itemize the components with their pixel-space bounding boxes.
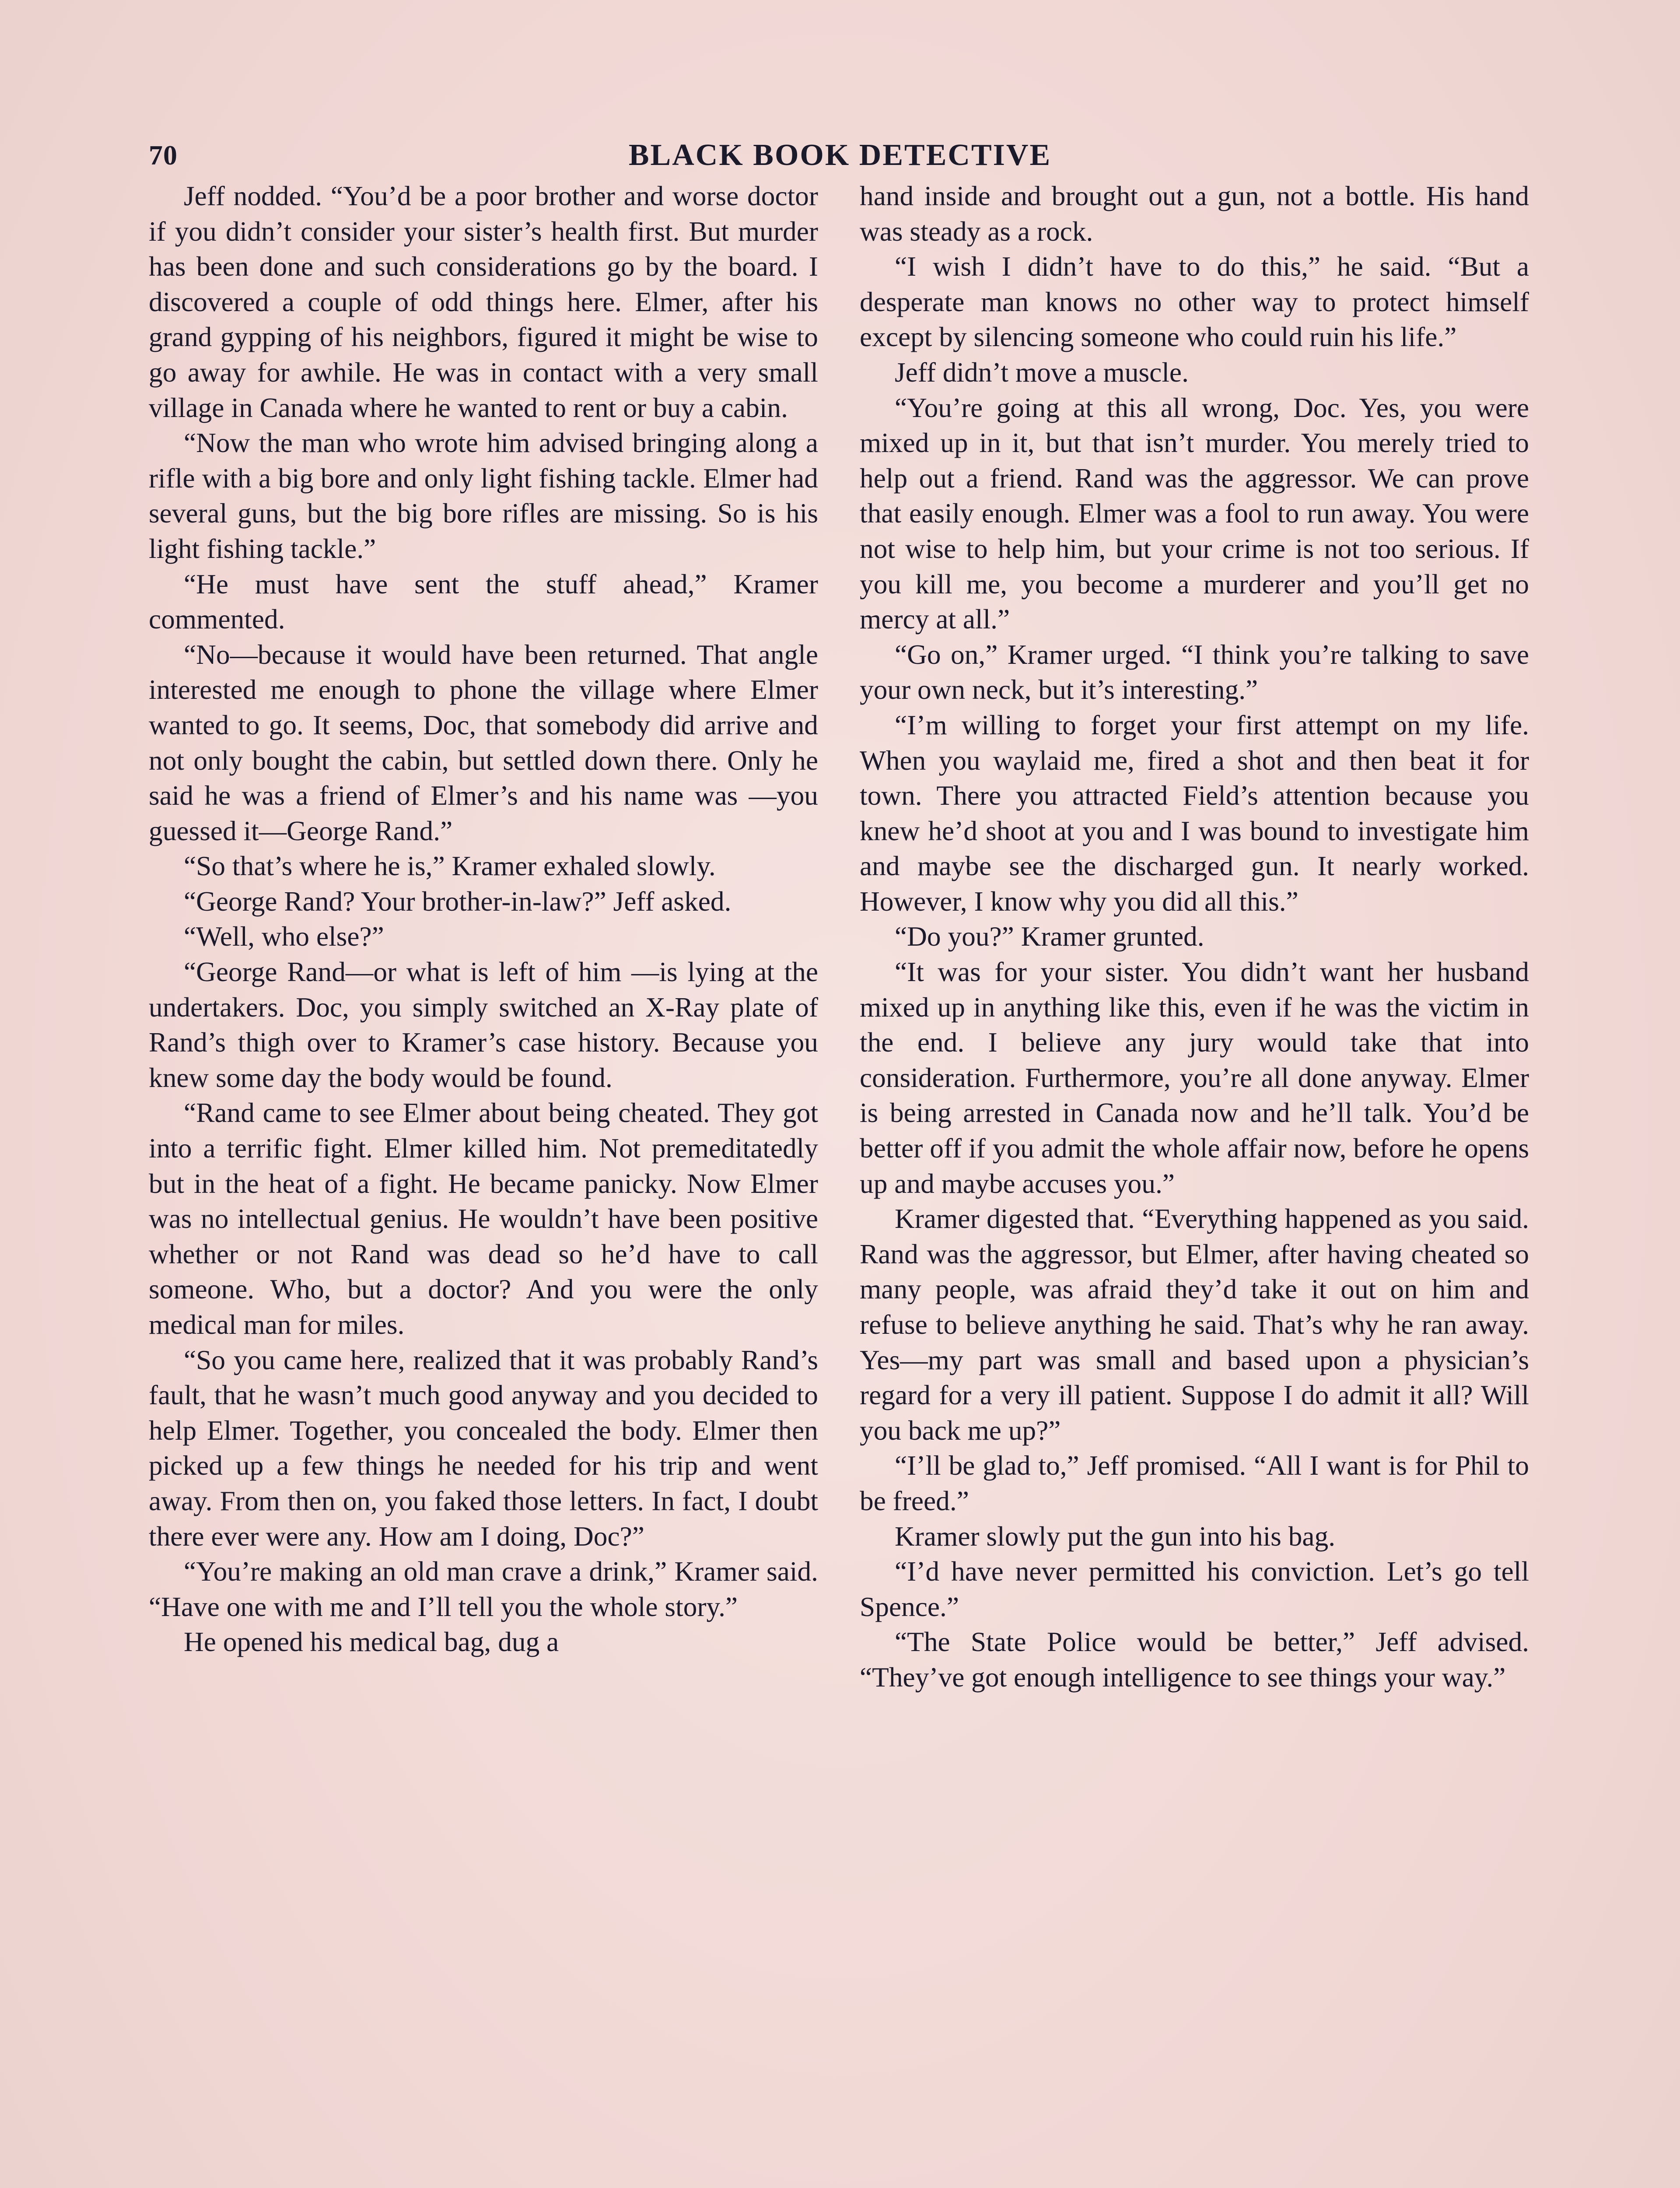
page-header bbox=[149, 131, 1531, 179]
paragraph: “Now the man who wrote him advised bringing along a rifle with a big bore and only light fishing tackle. Elmer had several guns, but the big bore rifles are missing. So is his light fishing tackle.” bbox=[149, 428, 818, 564]
paragraph: Kramer digested that. “Everything happened as you said. Rand was the aggressor, but Elmer, after having cheated so many people, was afraid they’d take it out on him and refuse to believe anything he said. That’s why he ran away. Yes—my part was small and based upon a physician’s regard for a very ill patient. Suppose I do admit it all? Will you back me up?” bbox=[860, 1203, 1529, 1446]
right-column bbox=[860, 179, 1529, 1695]
paragraph: “I’ll be glad to,” Jeff promised. “All I want is for Phil to be freed.” bbox=[860, 1450, 1529, 1516]
paragraph: “Well, who else?” bbox=[184, 921, 384, 952]
left-column bbox=[149, 179, 818, 1660]
paragraph: Jeff didn’t move a muscle. bbox=[895, 357, 1189, 388]
paragraph: “No—because it would have been returned. That angle interested me enough to phone the village where Elmer wanted to go. It seems, Doc, that somebody did arrive and not only bought the cabin, but settled down there. Only he said he was a friend of Elmer’s and his name was —you guessed it—George Rand.” bbox=[149, 639, 818, 846]
paragraph: “I wish I didn’t have to do this,” he said. “But a desperate man knows no other way to protect himself except by silencing someone who could ruin his life.” bbox=[860, 251, 1529, 353]
paragraph: “So you came here, realized that it was probably Rand’s fault, that he wasn’t much good anyway and you decided to help Elmer. Together, you concealed the body. Elmer then picked up a few things he needed for his trip and went away. From then on, you faked those letters. In fact, I doubt there ever were any. How am I doing, Doc?” bbox=[149, 1344, 818, 1552]
paragraph: “So that’s where he is,” Kramer exhaled slowly. bbox=[184, 851, 716, 882]
paragraph: “I’d have never permitted his conviction. Let’s go tell Spence.” bbox=[860, 1556, 1529, 1622]
paragraph: “He must have sent the stuff ahead,” Kramer commented. bbox=[149, 568, 818, 635]
paragraph: “Rand came to see Elmer about being cheated. They got into a terrific fight. Elmer killed him. Not premeditatedly but in the heat of a fight. He became panicky. Now Elmer was no intellectual genius. He wouldn’t have been positive whether or not Rand was dead so he’d have to call someone. Who, but a doctor? And you were the only medical man for miles. bbox=[149, 1098, 818, 1340]
paragraph: Kramer slowly put the gun into his bag. bbox=[895, 1521, 1336, 1552]
paragraph: He opened his medical bag, dug a bbox=[184, 1627, 559, 1658]
paragraph: “You’re going at this all wrong, Doc. Yes, you were mixed up in it, but that isn’t murder. You merely tried to help out a friend. Rand was the aggressor. We can prove that easily enough. Elmer was a fool to run away. You were not wise to help him, but your crime is not too serious. If you kill me, you become a murderer and you’ll get no mercy at all.” bbox=[860, 392, 1529, 635]
page-number: 70 bbox=[149, 140, 178, 171]
paragraph: “It was for your sister. You didn’t want her husband mixed up in anything like this, even if he was the victim in the end. I believe any jury would take that into consideration. Furthermore, you’re all done anyway. Elmer is being arrested in Canada now and he’ll talk. You’d be better off if you admit the whole affair now, before he opens up and maybe accuses you.” bbox=[860, 957, 1529, 1199]
paragraph: Jeff nodded. “You’d be a poor brother and worse doctor if you didn’t consider your sister’s health first. But murder has been done and such considerations go by the board. I discovered a couple of odd things here. Elmer, after his grand gypping of his neighbors, figured it might be wise to go away for awhile. He was in contact with a very small village in Canada where he wanted to rent or buy a cabin. bbox=[149, 181, 818, 423]
paragraph: “George Rand—or what is left of him —is lying at the undertakers. Doc, you simply switched an X-Ray plate of Rand’s thigh over to Kramer’s case history. Because you knew some day the body would be found. bbox=[149, 957, 818, 1093]
paragraph-continuation: hand inside and brought out a gun, not a bottle. His hand was steady as a rock. bbox=[860, 181, 1529, 247]
paragraph: “George Rand? Your brother-in-law?” Jeff asked. bbox=[184, 886, 732, 917]
paragraph: “The State Police would be better,” Jeff advised. “They’ve got enough intelligence to see things your way.” bbox=[860, 1627, 1529, 1693]
running-title: BLACK BOOK DETECTIVE bbox=[628, 138, 1052, 172]
paragraph: “You’re making an old man crave a drink,” Kramer said. “Have one with me and I’ll tell you the whole story.” bbox=[149, 1556, 818, 1622]
paragraph: “Go on,” Kramer urged. “I think you’re talking to save your own neck, but it’s interesting.” bbox=[860, 639, 1529, 705]
paragraph: “Do you?” Kramer grunted. bbox=[895, 921, 1204, 952]
paragraph: “I’m willing to forget your first attempt on my life. When you waylaid me, fired a shot and then beat it for town. There you attracted Field’s attention because you knew he’d shoot at you and I was bound to investigate him and maybe see the discharged gun. It nearly worked. However, I know why you did all this.” bbox=[860, 709, 1529, 917]
